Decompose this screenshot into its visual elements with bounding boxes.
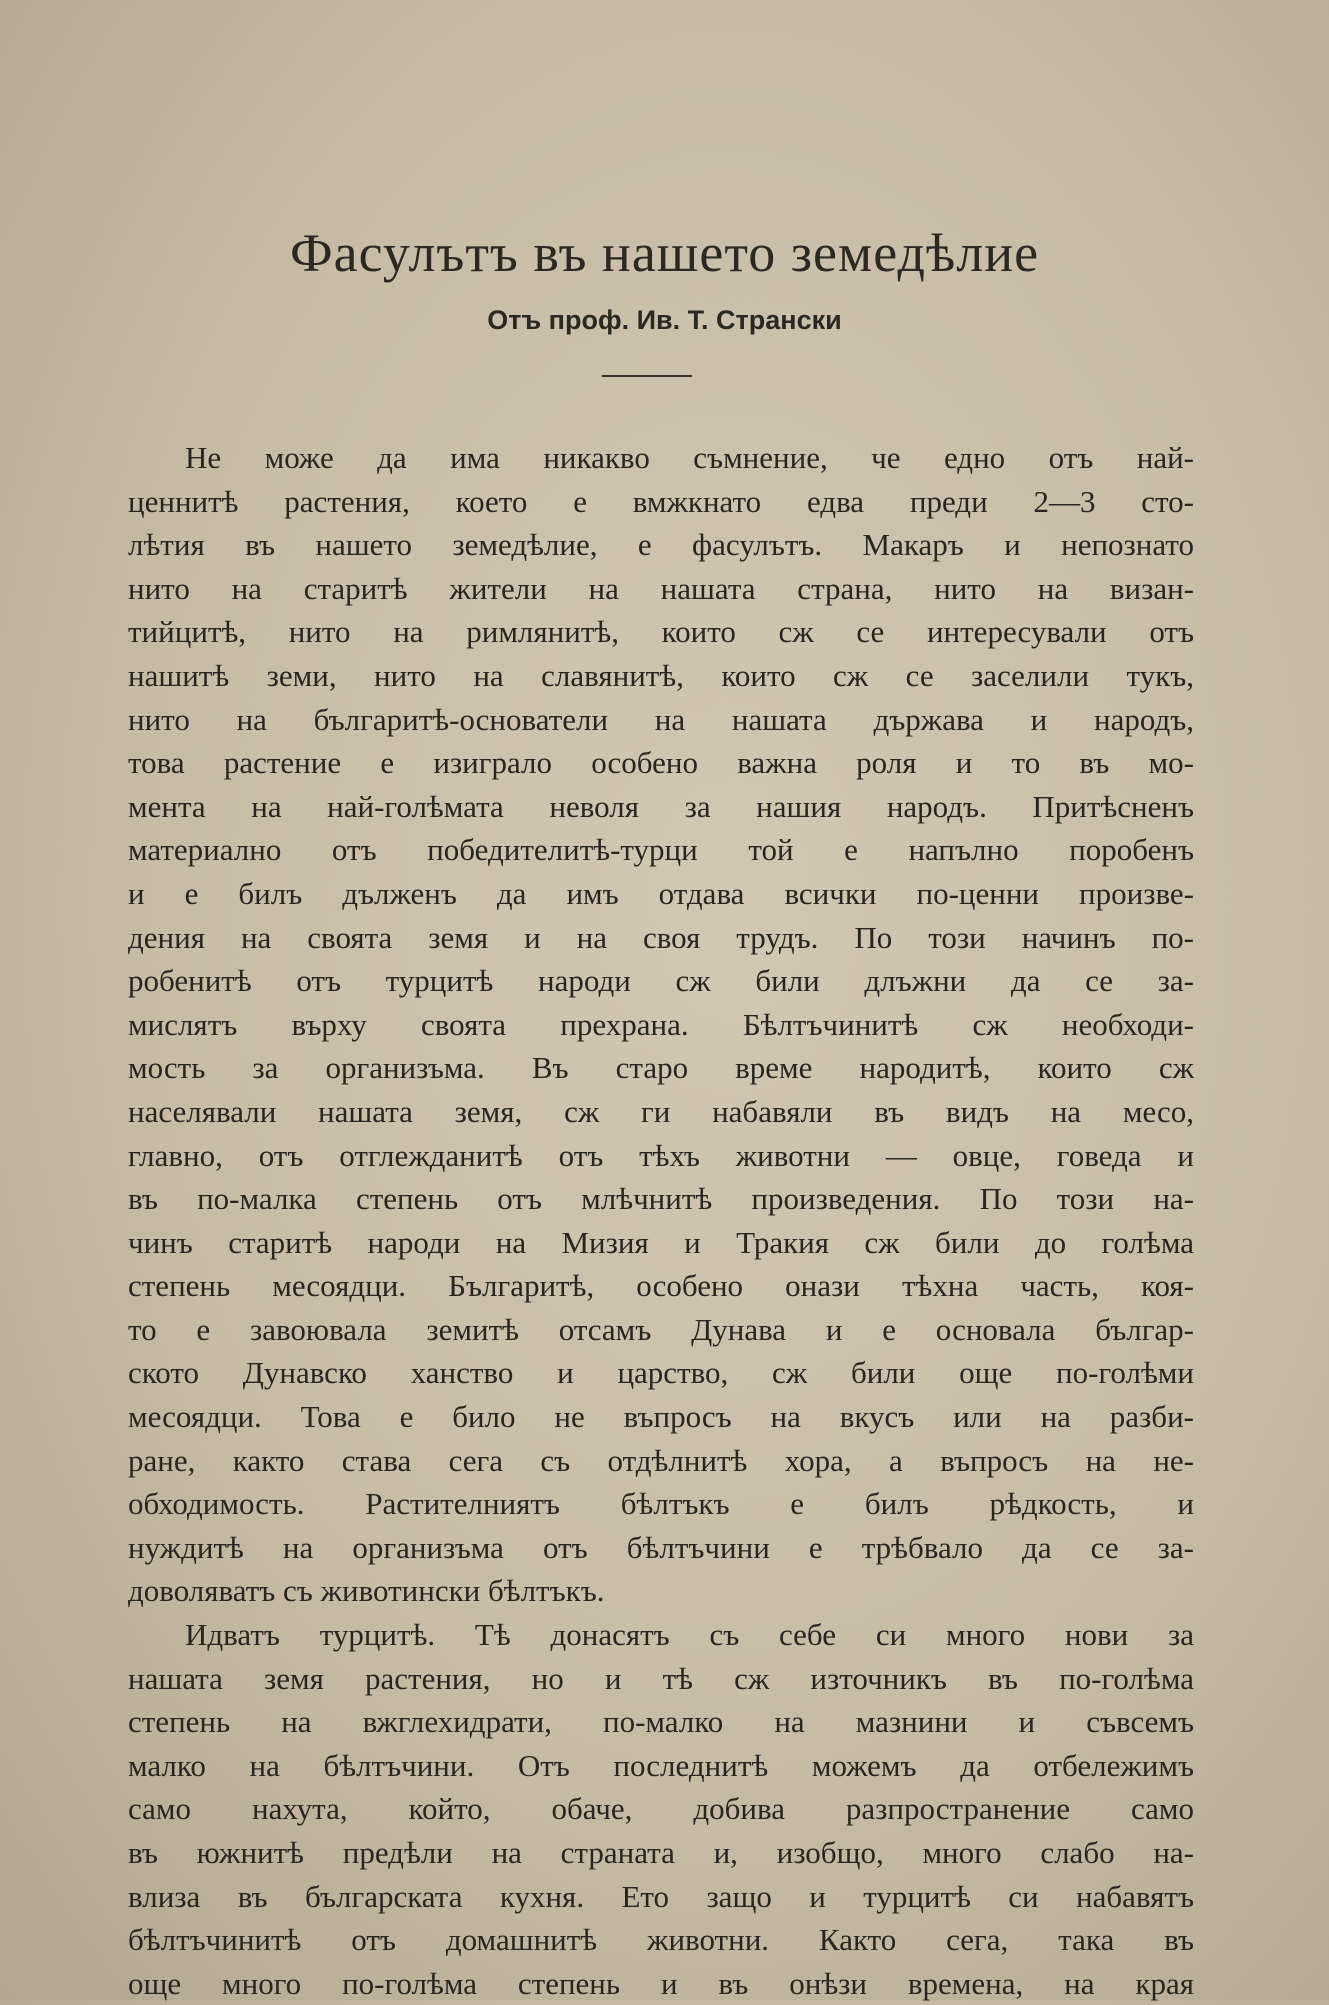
text-line: обходимость. Растителниятъ бѣлтъкъ е билъ рѣдкость, и [128, 1486, 1194, 1522]
text-line: нашата земя растения, но и тѣ сж източникъ въ по-голѣма [128, 1660, 1194, 1696]
article-author: Отъ проф. Ив. Т. Странски [487, 305, 842, 335]
text-line: населявали нашата земя, сж ги набавяли въ видъ на месо, [128, 1093, 1194, 1129]
text-line: месоядци. Това е било не въпросъ на вкусъ или на разби- [128, 1399, 1194, 1435]
text-line: Не може да има никакво съмнение, че едно отъ най- [185, 440, 1194, 475]
text-line: Идватъ турцитѣ. Тѣ донасятъ съ себе си много нови за [185, 1617, 1194, 1653]
text-line: нуждитѣ на организъма отъ бѣлтъчини е трѣбвало да се за- [128, 1529, 1194, 1565]
text-line: това растение е изиграло особено важна роля и то въ мо- [128, 745, 1194, 781]
text-line: то е завоювала земитѣ отсамъ Дунава и е основала българ- [128, 1311, 1194, 1347]
text-line: лѣтия въ нашето земедѣлие, е фасулътъ. Макаръ и непознато [128, 527, 1194, 563]
text-line: доволяватъ съ животински бѣлтъкъ. [128, 1573, 605, 1609]
article-body [128, 436, 1194, 2005]
text-line: чинъ старитѣ народи на Мизия и Тракия сж били до голѣма [128, 1224, 1194, 1260]
text-line: робенитѣ отъ турцитѣ народи сж били длъжни да се за- [128, 963, 1194, 999]
text-line: степень на вжглехидрати, по-малко на мазнини и съвсемъ [128, 1704, 1194, 1740]
text-line: степень месоядци. Българитѣ, особено онази тѣхна часть, коя- [128, 1268, 1194, 1304]
text-line: малко на бѣлтъчини. Отъ последнитѣ можемъ да отбележимъ [128, 1747, 1194, 1783]
text-line: още много по-голѣма степень и въ онѣзи времена, на края [128, 1965, 1194, 2001]
text-line: нито на старитѣ жители на нашата страна, нито на визан- [128, 570, 1194, 606]
text-line: ране, както става сега съ отдѣлнитѣ хора, а въпросъ на не- [128, 1442, 1194, 1478]
text-line: ценнитѣ растения, което е вмжкнато едва преди 2—3 сто- [128, 483, 1194, 519]
text-line: влиза въ българската кухня. Ето защо и турцитѣ си набавятъ [128, 1878, 1194, 1914]
article-title: Фасулътъ въ нашето земедѣлие [289, 223, 1040, 283]
text-line: главно, отъ отглежданитѣ отъ тѣхъ животни — овце, говеда и [128, 1137, 1194, 1173]
text-line: мента на най-голѣмата неволя за нашия народъ. Притѣсненъ [128, 788, 1194, 824]
text-line: мислятъ върху своята прехрана. Бѣлтъчинитѣ сж необходи- [128, 1006, 1194, 1042]
title-divider [602, 375, 692, 377]
text-line: дения на своята земя и на своя трудъ. По този начинъ по- [128, 919, 1194, 955]
text-line: ското Дунавско ханство и царство, сж били още по-голѣми [128, 1355, 1194, 1391]
text-line: мость за организъма. Въ старо време народитѣ, които сж [128, 1050, 1194, 1086]
text-line: бѣлтъчинитѣ отъ домашнитѣ животни. Както сега, така въ [128, 1922, 1194, 1958]
text-line: тийцитѣ, нито на римлянитѣ, които сж се интересували отъ [128, 614, 1194, 650]
text-line: нашитѣ земи, нито на славянитѣ, които сж се заселили тукъ, [128, 657, 1194, 693]
text-line: въ южнитѣ предѣли на страната и, изобщо, много слабо на- [128, 1835, 1194, 1870]
text-line: нито на българитѣ-основатели на нашата държава и народъ, [128, 701, 1194, 737]
text-line: само нахута, който, обаче, добива разпространение само [128, 1791, 1194, 1827]
text-line: и е билъ дълженъ да имъ отдава всички по-ценни произве- [128, 875, 1194, 911]
text-line: материално отъ победителитѣ-турци той е напълно поробенъ [128, 832, 1194, 868]
text-line: въ по-малка степень отъ млѣчнитѣ произведения. По този на- [128, 1181, 1194, 1217]
